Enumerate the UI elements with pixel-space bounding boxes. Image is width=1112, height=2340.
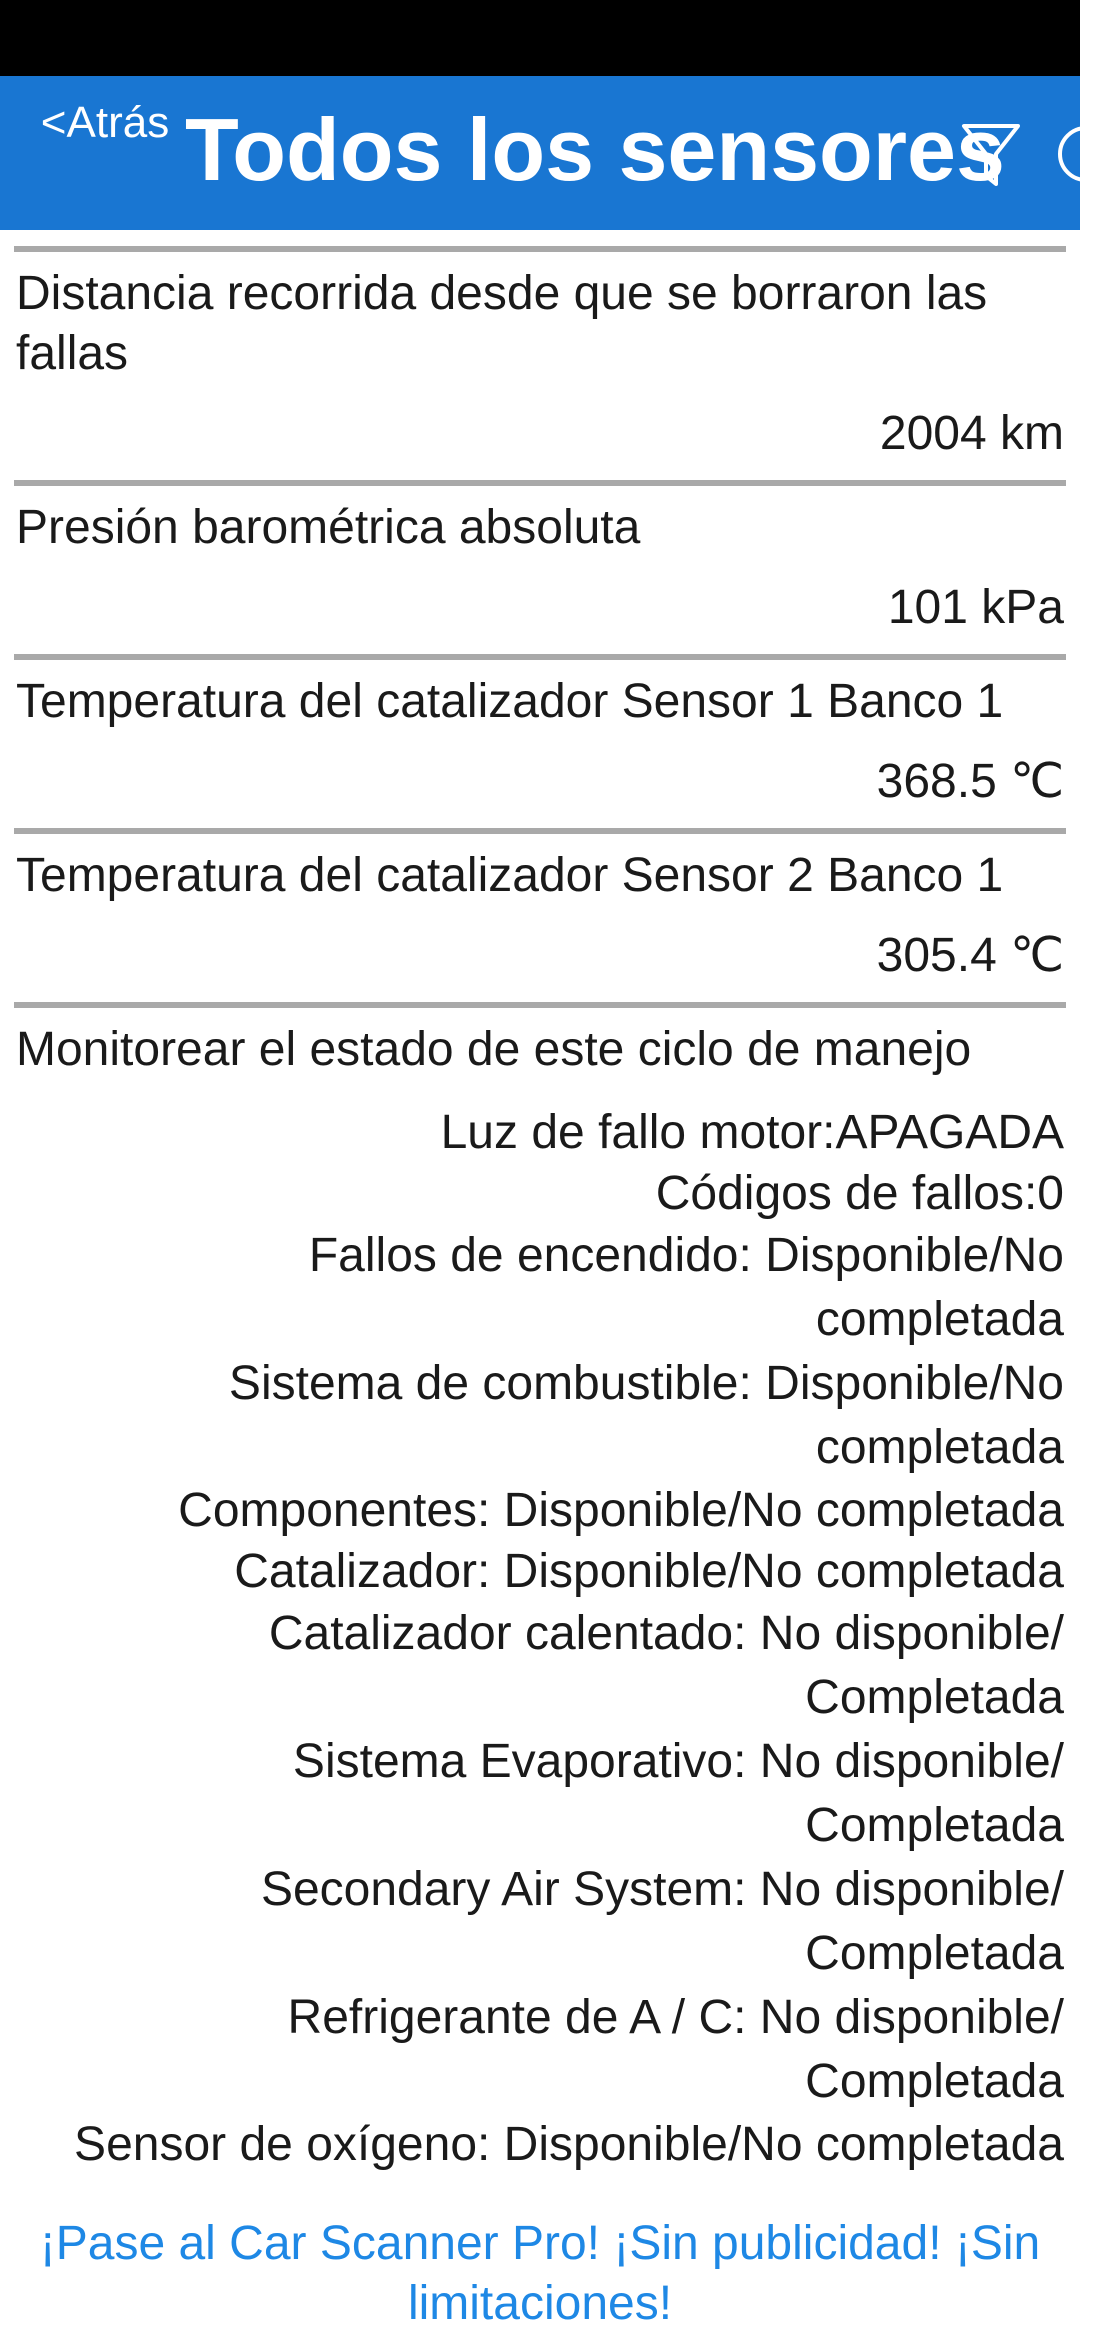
page-title: Todos los sensores [185,100,1005,199]
sensor-value: 368.5 ℃ [876,755,1064,808]
back-button[interactable]: <Atrás [40,98,170,147]
status-bar [0,0,1080,76]
sensor-name: Temperatura del catalizador Sensor 2 Banco 1 [16,849,1004,902]
sensor-value: 305.4 ℃ [876,929,1064,982]
sensor-item-monitor-status[interactable] [14,1002,1066,2236]
monitor-line-components: Componentes: Disponible/No completada [178,1484,1064,1537]
circle-icon[interactable] [1052,114,1112,194]
monitor-line-evap: Sistema Evaporativo: No disponible/ Completada [292,1735,1064,1852]
sensor-value: 2004 km [879,407,1064,460]
monitor-line-heated-catalyst: Catalizador calentado: No disponible/ Completada [268,1607,1064,1724]
filter-icon[interactable] [958,114,1024,194]
sensor-item-pressure[interactable] [14,480,1066,654]
monitor-line-dtc-count: Códigos de fallos:0 [655,1167,1064,1220]
sensor-item-distance[interactable] [14,246,1066,480]
sensor-value: 101 kPa [887,581,1064,634]
monitor-line-mil: Luz de fallo motor:APAGADA [440,1106,1064,1159]
upgrade-ad-banner[interactable] [0,2174,1080,2340]
monitor-line-ac-refrigerant: Refrigerante de A / C: No disponible/ Completada [287,1991,1064,2108]
sensor-list [0,230,1080,2174]
sensor-name: Monitorear el estado de este ciclo de manejo [16,1023,972,1076]
sensor-item-catalyst-temp-2[interactable] [14,828,1066,1002]
monitor-line-secondary-air: Secondary Air System: No disponible/ Completada [260,1863,1064,1980]
monitor-line-fuel-system: Sistema de combustible: Disponible/No completada [228,1357,1064,1474]
sensor-item-catalyst-temp-1[interactable] [14,654,1066,828]
app-header [0,76,1080,230]
ad-text: ¡Pase al Car Scanner Pro! ¡Sin publicidad! ¡Sin limitaciones! [39,2217,1041,2330]
monitor-line-catalyst: Catalizador: Disponible/No completada [234,1545,1064,1598]
sensor-name: Distancia recorrida desde que se borraron las fallas [16,267,988,380]
monitor-line-misfire: Fallos de encendido: Disponible/No completada [308,1229,1064,1346]
monitor-line-oxygen-sensor: Sensor de oxígeno: Disponible/No completada [74,2118,1064,2171]
monitor-status-lines [14,1080,1066,2236]
sensor-name: Presión barométrica absoluta [16,501,641,554]
sensor-name: Temperatura del catalizador Sensor 1 Banco 1 [16,675,1004,728]
